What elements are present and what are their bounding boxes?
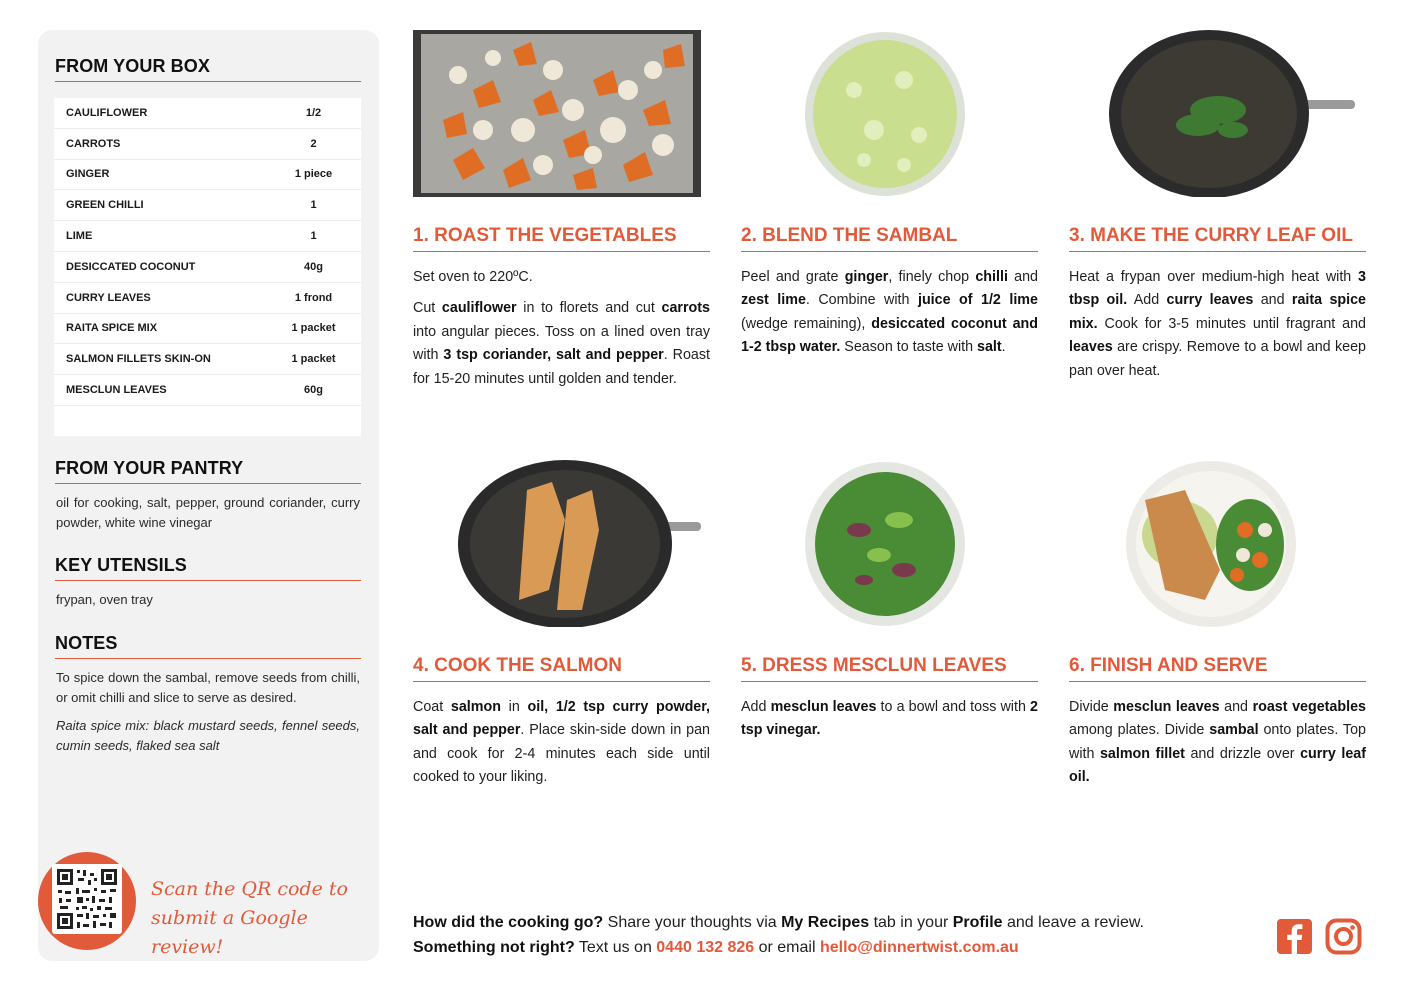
step-1-para-1: Set oven to 220ºC. [413, 269, 533, 285]
footer-contact-line: Something not right? Text us on 0440 132 826 or email hello@dinnertwist.com.au [413, 939, 1019, 956]
ingredient-name: CARROTS [66, 137, 121, 150]
table-row [54, 344, 361, 375]
step-1-title: 1. ROAST THE VEGETABLES [413, 225, 710, 252]
utensils-text: frypan, oven tray [56, 592, 153, 607]
step-5-para: Add mesclun leaves to a bowl and toss with 2 tsp vinegar. [741, 699, 1038, 739]
step-2-body [741, 266, 1038, 368]
phone-link[interactable]: 0440 132 826 [656, 939, 755, 956]
step-6-body [1069, 696, 1366, 798]
ingredient-name: CAULIFLOWER [66, 106, 148, 119]
step-3-title: 3. MAKE THE CURRY LEAF OIL [1069, 225, 1366, 252]
box-title: FROM YOUR BOX [55, 56, 361, 82]
utensils-title: KEY UTENSILS [55, 555, 361, 581]
footer-review-line: How did the cooking go? Share your thoughts via My Recipes tab in your Profile and leave a review. [413, 914, 1144, 931]
ingredient-name: GREEN CHILLI [66, 199, 144, 212]
ingredient-name: RAITA SPICE MIX [66, 322, 158, 335]
ingredient-qty: 1 packet [291, 322, 336, 335]
step-4-body [413, 696, 710, 798]
sambal-bowl-photo [804, 30, 966, 197]
finished-plate-photo [1125, 460, 1297, 627]
step-6-para: Divide mesclun leaves and roast vegetables among plates. Divide sambal onto plates. Top with salmon fillet and drizzle over curry leaf oil. [1069, 699, 1366, 786]
table-row [54, 252, 361, 283]
ingredient-qty: 1 [310, 199, 317, 212]
table-row [54, 129, 361, 160]
table-row [54, 221, 361, 252]
step-3-body [1069, 266, 1366, 391]
ingredient-qty: 2 [310, 137, 317, 150]
ingredient-name: GINGER [66, 168, 110, 181]
footer [413, 910, 1144, 960]
qr-code[interactable] [52, 864, 122, 934]
ingredient-qty: 1/2 [305, 106, 322, 119]
ingredient-name: CURRY LEAVES [66, 291, 151, 304]
step-1-para-2: Cut cauliflower in to florets and cut carrots into angular pieces. Toss on a lined oven tray with 3 tsp coriander, salt and pepper. Roast for 15-20 minutes until golden and tender. [413, 300, 711, 387]
facebook-icon[interactable] [1276, 918, 1313, 955]
table-row [54, 375, 361, 406]
step-4-title: 4. COOK THE SALMON [413, 655, 710, 682]
ingredient-name: LIME [66, 230, 93, 243]
ingredient-qty: 1 [310, 230, 317, 243]
table-row [54, 98, 361, 129]
ingredient-name: DESICCATED COCONUT [66, 260, 196, 273]
qr-caption [151, 875, 379, 962]
ingredient-qty: 60g [304, 384, 323, 397]
sidebar [38, 30, 379, 961]
step-2-title: 2. BLEND THE SAMBAL [741, 225, 1038, 252]
email-link[interactable]: hello@dinnertwist.com.au [819, 939, 1019, 956]
notes-italic-text: Raita spice mix: black mustard seeds, fennel seeds, cumin seeds, flaked sea salt [56, 718, 360, 753]
step-4-para: Coat salmon in oil, 1/2 tsp curry powder, salt and pepper. Place skin-side down in pan and cook for 2-4 minutes each side until cooked to your liking. [413, 699, 711, 786]
ingredient-name: SALMON FILLETS SKIN-ON [66, 353, 211, 366]
notes-text: To spice down the sambal, remove seeds from chilli, or omit chilli and slice to serve as desired. [56, 670, 360, 705]
pantry-title: FROM YOUR PANTRY [55, 458, 361, 484]
table-row [54, 283, 361, 314]
ingredient-qty: 1 packet [291, 353, 336, 366]
step-1-body [413, 266, 710, 399]
qr-caption-line-1: Scan the QR code to [151, 878, 348, 900]
step-3-para: Heat a frypan over medium-high heat with 3 tbsp oil. Add curry leaves and raita spice mix. Cook for 3-5 minutes until fragrant and leaves are crispy. Remove to a bowl and keep pan over heat. [1069, 269, 1367, 379]
box-ingredients-table [54, 98, 361, 436]
ingredient-qty: 40g [304, 260, 323, 273]
step-5-body [741, 696, 1038, 751]
ingredient-qty: 1 frond [294, 291, 333, 304]
instagram-icon[interactable] [1325, 918, 1362, 955]
roast-vegetables-photo [413, 30, 701, 197]
mesclun-bowl-photo [804, 460, 966, 627]
step-6-title: 6. FINISH AND SERVE [1069, 655, 1366, 682]
table-row [54, 160, 361, 191]
ingredient-qty: 1 piece [294, 168, 333, 181]
notes-title: NOTES [55, 633, 361, 659]
ingredient-name: MESCLUN LEAVES [66, 384, 167, 397]
pantry-text: oil for cooking, salt, pepper, ground coriander, curry powder, white wine vinegar [56, 495, 360, 530]
step-5-title: 5. DRESS MESCLUN LEAVES [741, 655, 1038, 682]
qr-caption-line-2: submit a Google review! [151, 907, 308, 958]
step-2-para: Peel and grate ginger, finely chop chilli and zest lime. Combine with juice of 1/2 lime (wedge remaining), desiccated coconut and 1-2 tbsp water. Season to taste with salt. [741, 269, 1038, 356]
table-row [54, 190, 361, 221]
table-row [54, 314, 361, 345]
qr-badge[interactable] [38, 852, 136, 950]
curry-leaf-oil-pan-photo [1108, 30, 1355, 197]
salmon-pan-photo [457, 460, 701, 627]
